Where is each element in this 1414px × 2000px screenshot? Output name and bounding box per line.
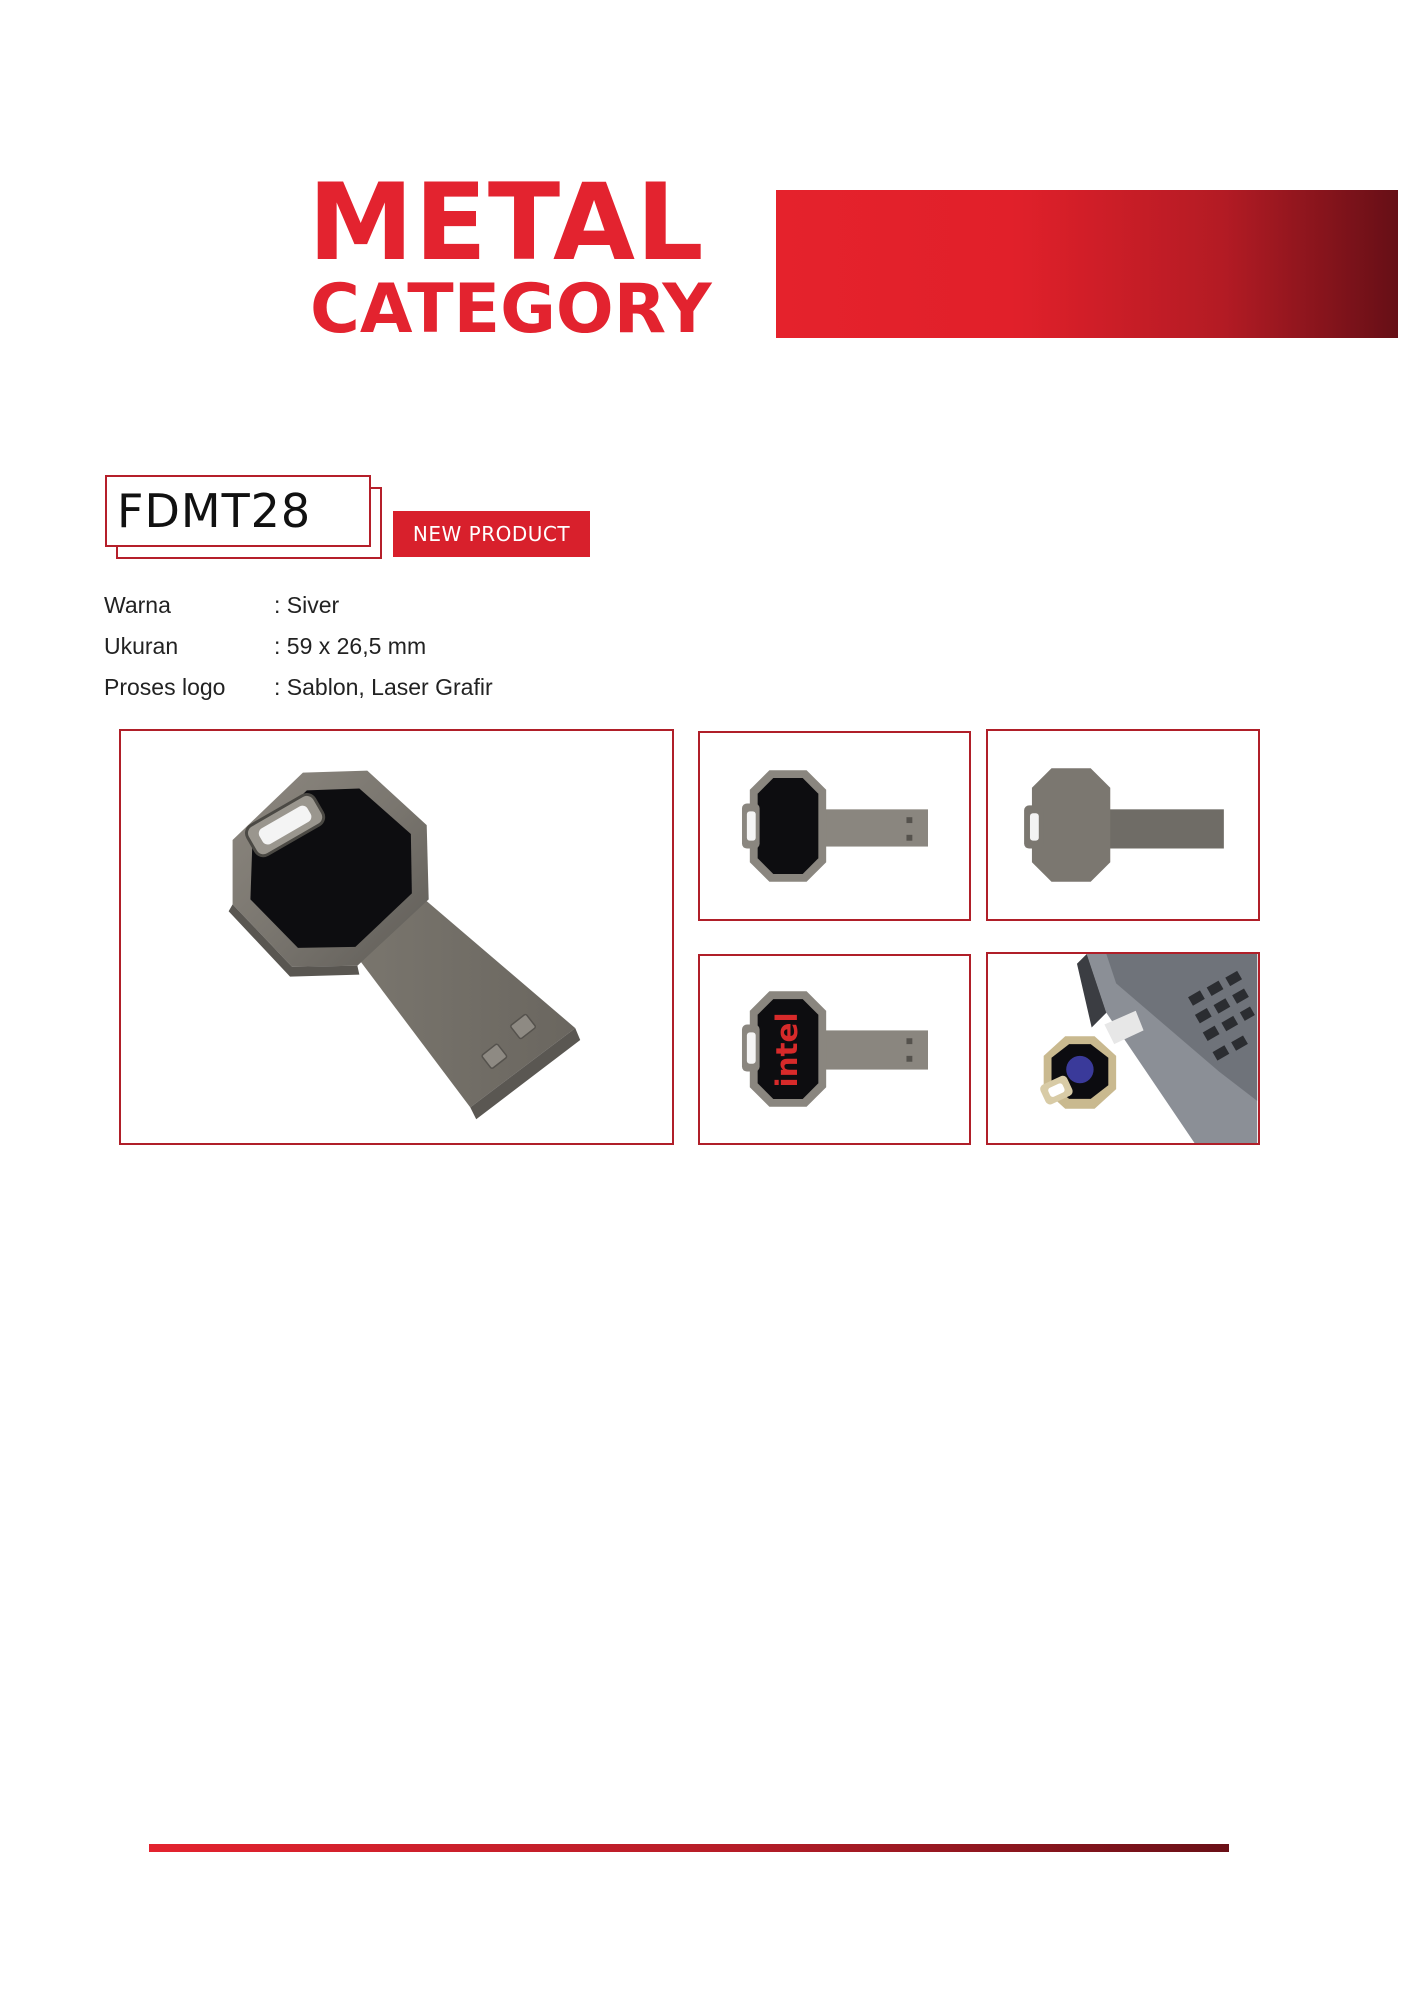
header-gradient-band bbox=[776, 190, 1398, 338]
product-code-frame bbox=[105, 475, 371, 547]
thumbnail-in-laptop bbox=[986, 952, 1260, 1145]
usb-key-drive-illustration bbox=[121, 731, 672, 1143]
usb-key-laptop-illustration bbox=[988, 954, 1258, 1143]
usb-key-silver-illustration bbox=[988, 731, 1258, 919]
title-metal: METAL bbox=[308, 161, 705, 284]
usb-key-intel-illustration bbox=[700, 956, 969, 1143]
spec-label: Warna bbox=[104, 592, 171, 618]
new-product-badge: NEW PRODUCT bbox=[393, 511, 590, 557]
spec-label: Proses logo bbox=[104, 674, 226, 700]
spec-value: : Siver bbox=[274, 592, 340, 618]
thumbnail-silver-plain bbox=[986, 729, 1260, 921]
intel-logo-text: intel bbox=[769, 1012, 804, 1088]
spec-label: Ukuran bbox=[104, 633, 179, 659]
thumbnail-intel-logo bbox=[698, 954, 971, 1145]
thumbnail-black-insert bbox=[698, 731, 971, 921]
product-code: FDMT28 bbox=[117, 484, 312, 538]
main-product-photo bbox=[119, 729, 674, 1145]
spec-value: : Sablon, Laser Grafir bbox=[274, 674, 493, 700]
title-category: CATEGORY bbox=[310, 270, 712, 349]
usb-key-black-illustration bbox=[700, 733, 969, 919]
spec-value: : 59 x 26,5 mm bbox=[274, 633, 427, 659]
footer-gradient-line bbox=[149, 1844, 1229, 1852]
